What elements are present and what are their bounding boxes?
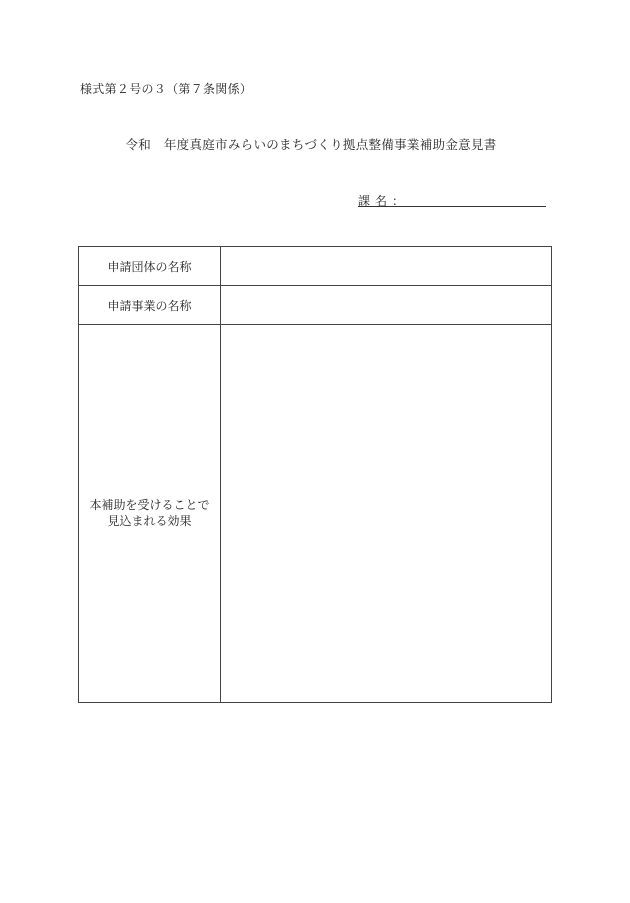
project-name-label: 申請事業の名称 bbox=[79, 286, 221, 325]
applicant-organization-label: 申請団体の名称 bbox=[79, 247, 221, 286]
section-name-label: 課名： bbox=[358, 194, 410, 208]
document-title bbox=[0, 135, 630, 153]
applicant-organization-value[interactable] bbox=[221, 247, 552, 286]
project-name-value[interactable] bbox=[221, 286, 552, 325]
opinion-table bbox=[78, 246, 552, 703]
expected-effect-label-line1: 本補助を受けることで bbox=[89, 498, 210, 512]
expected-effect-value[interactable] bbox=[221, 325, 552, 703]
section-name-field bbox=[358, 192, 546, 207]
table-row bbox=[79, 247, 552, 286]
table-row bbox=[79, 286, 552, 325]
form-number: 様式第２号の３（第７条関係） bbox=[80, 82, 253, 96]
expected-effect-label bbox=[79, 325, 221, 703]
document-title-text: 令和 年度真庭市みらいのまちづくり拠点整備事業補助金意見書 bbox=[125, 137, 497, 152]
expected-effect-label-line2: 見込まれる効果 bbox=[107, 514, 192, 528]
table-row bbox=[79, 325, 552, 703]
